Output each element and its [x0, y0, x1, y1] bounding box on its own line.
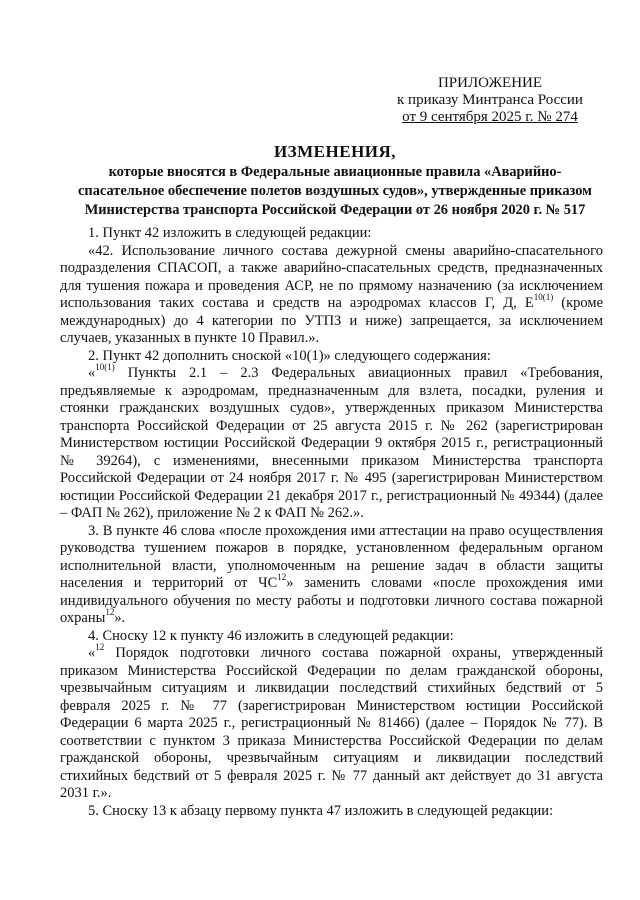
quote-open: « [88, 645, 96, 661]
appendix-date: от 9 сентября 2025 г. № 274 [402, 109, 578, 125]
item-3-text-end: ». [114, 610, 126, 626]
quote-open: « [88, 365, 96, 381]
appendix-header [390, 75, 590, 126]
item-4-quote-text: Порядок подготовки личного состава пожарной охраны, утвержденный приказом Министерства Российской Федерации по делам гражданской обороны, чрезвычайным ситуациям и ликвидации последствий стихийных бедствий от 5 февраля 2025 г. № 77 (зарегистрирован Министерством юстиции Российской Федерации 6 марта 2025 г., регистрационный № 81466) (далее – Порядок № 77). В соответствии с пунктом 3 приказа Министерства Российской Федерации по делам гражданской обороны, чрезвычайным ситуациям и ликвидации последствий стихийных бедствий от 5 февраля 2025 г. № 77 данный акт действует до 31 августа 2031 г.». [60, 645, 603, 801]
subtitle-line-3: Министерства транспорта Российской Федерации от 26 ноября 2020 г. № 517 [84, 202, 586, 218]
appendix-order: к приказу Минтранса России [397, 92, 583, 108]
document-title: ИЗМЕНЕНИЯ, [273, 142, 397, 161]
footnote-ref: 10(1) [533, 292, 554, 303]
item-3 [60, 523, 603, 628]
item-1: 1. Пункт 42 изложить в следующей редакции: [88, 225, 372, 241]
footnote-ref: 12 [105, 607, 115, 618]
subtitle-line-1: которые вносятся в Федеральные авиационные правила «Аварийно- [108, 164, 562, 180]
footnote-ref: 10(1) [95, 362, 115, 373]
item-4-quote [60, 642, 603, 803]
footnote-ref: 12 [277, 572, 287, 583]
item-5: 5. Сноску 13 к абзацу первому пункта 47 изложить в следующей редакции: [88, 802, 554, 819]
item-1-quote-text-end: (кроме международных) до 4 категории по УТПЗ и ниже) запрещается, за исключением случаев, указанных в пункте 10 Правил.». [60, 295, 604, 346]
item-4: 4. Сноску 12 к пункту 46 изложить в следующей редакции: [88, 627, 454, 644]
item-3-text: 3. В пункте 46 слова «после прохождения ими аттестации на право осуществления руководства тушением пожаров в порядке, установленном федеральным органом исполнительной власти, уполномоченным на решение задач в области защиты населения и территорий от ЧС [60, 522, 603, 591]
item-1-quote [60, 243, 603, 348]
document-subtitle [58, 163, 612, 220]
item-3-text-mid: » заменить словами «после прохождения ими индивидуального обучения по месту работы и подготовки личного состава пожарной охраны [60, 575, 603, 626]
document-body [60, 225, 603, 820]
footnote-ref: 12 [95, 642, 105, 653]
item-1-quote-text: «42. Использование личного состава дежурной смены аварийно-спасательного подразделения СПАСОП, а также аварийно-спасательных средств, предназначенных для тушения пожара и проведения АСР, не по прямому назначению (за исключением использования таких состава и средств на аэродромах классов Г, Д, Е [60, 242, 603, 311]
subtitle-line-2: спасательное обеспечение полетов воздушных судов», утвержденные приказом [78, 183, 592, 199]
item-2: 2. Пункт 42 дополнить сноской «10(1)» следующего содержания: [88, 347, 491, 364]
appendix-label: ПРИЛОЖЕНИЕ [437, 75, 543, 91]
item-2-quote [60, 362, 603, 523]
item-2-quote-text: Пункты 2.1 – 2.3 Федеральных авиационных правил «Требования, предъявляемые к аэродромам, предназначенным для взлета, посадки, руления и стоянки гражданских воздушных судов», утвержденных приказом Министерства транспорта Российской Федерации от 25 августа 2015 г. № 262 (зарегистрирован Министерством юстиции Российской Федерации 9 октября 2015 г., регистрационный № 39264), с изменениями, внесенными приказом Министерства транспорта Российской Федерации от 24 ноября 2017 г. № 495 (зарегистрирован Министерством юстиции Российской Федерации 21 декабря 2017 г., регистрационный № 49344) (далее – ФАП № 262), приложение № 2 к ФАП № 262.». [60, 365, 603, 521]
